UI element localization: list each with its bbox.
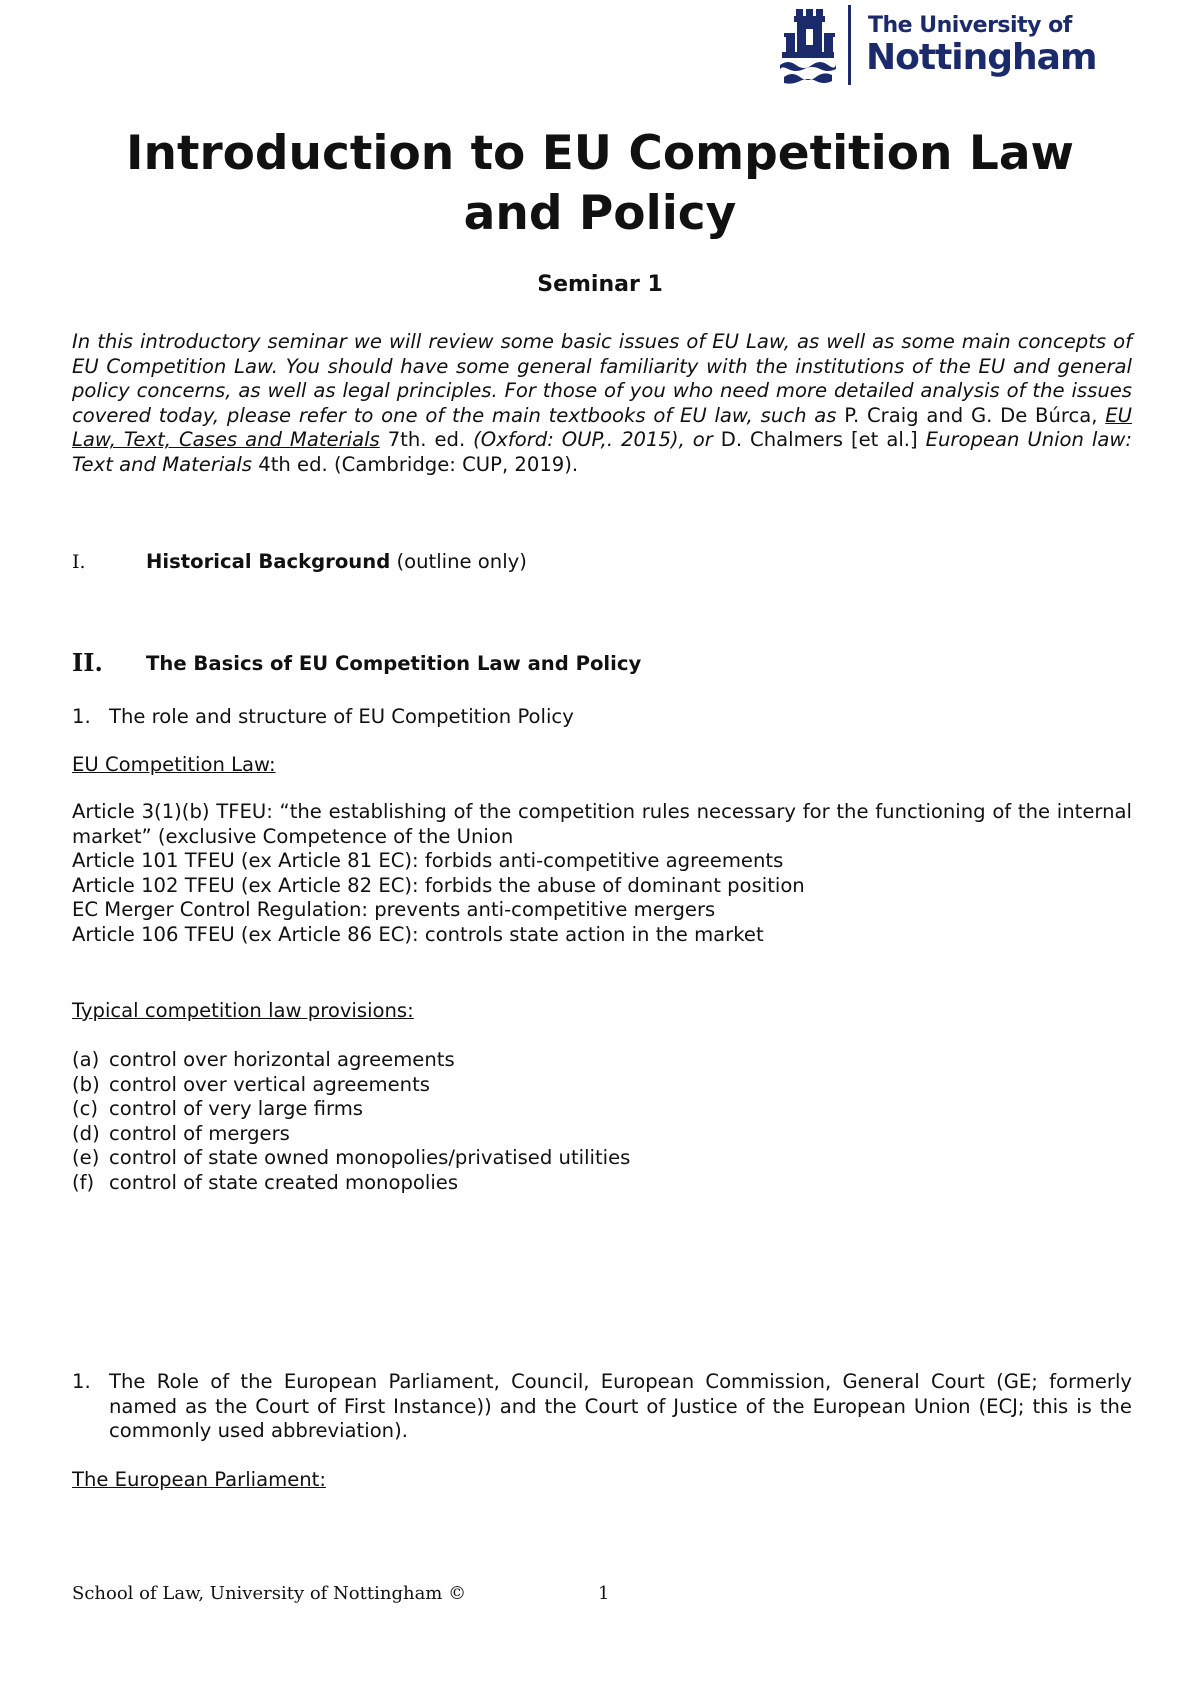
article-line: EC Merger Control Regulation: prevents anti-competitive mergers xyxy=(72,898,716,922)
list-item xyxy=(72,1097,630,1122)
intro-part-2: P. Craig and G. De Búrca, xyxy=(836,403,1106,427)
numbered-item-role-structure xyxy=(72,705,1132,730)
intro-part-1: In this introductory seminar we will review some basic issues of EU Law, as well as some main concepts of EU Competition Law. You should have some general familiarity with the institutions of the EU and general policy concerns, as well as legal principles. For those of you who need more detailed analysis of the issues covered today, please refer to one of the main textbooks of EU law, such as xyxy=(72,330,1132,427)
logo-line-1: The University of xyxy=(868,13,1072,38)
list-item xyxy=(72,1171,630,1196)
list-item-label: (c) xyxy=(72,1097,99,1121)
eu-competition-law-heading: EU Competition Law: xyxy=(72,753,276,776)
section-1-title-wrap xyxy=(146,550,527,573)
seminar-subtitle: Seminar 1 xyxy=(537,272,663,297)
list-item-text: control of state created monopolies xyxy=(109,1170,459,1194)
list-item-text: control over horizontal agreements xyxy=(109,1048,455,1071)
list-item xyxy=(72,1146,630,1171)
item-number: 1. xyxy=(72,1370,91,1393)
list-item-text: control of mergers xyxy=(109,1121,290,1145)
european-parliament-heading: The European Parliament: xyxy=(72,1468,326,1491)
list-item xyxy=(72,1073,630,1098)
list-item-label: (f) xyxy=(72,1170,95,1194)
intro-part-5: D. Chalmers [et al.] xyxy=(712,428,926,452)
provisions-list xyxy=(72,1048,630,1196)
list-item-label: (b) xyxy=(72,1072,100,1096)
article-line: Article 106 TFEU (ex Article 86 EC): controls state action in the market xyxy=(72,922,764,946)
item-number: 1. xyxy=(72,705,91,728)
logo-line-2: Nottingham xyxy=(866,37,1097,78)
intro-book-2: European Union law: Text and Materials xyxy=(72,428,1133,476)
article-line: Article 102 TFEU (ex Article 82 EC): forbids the abuse of dominant position xyxy=(72,873,805,897)
article-line: Article 3(1)(b) TFEU: “the establishing of the competition rules necessary for the functioning of the internal market” (exclusive Competence of the Union xyxy=(72,800,1132,848)
section-2-title: The Basics of EU Competition Law and Policy xyxy=(146,652,642,675)
intro-part-4: (Oxford: OUP,. 2015), or xyxy=(473,428,713,452)
section-1-numeral: I. xyxy=(72,551,86,573)
numbered-item-institutions xyxy=(72,1370,1132,1444)
document-title xyxy=(60,124,1140,244)
list-item-text: control of very large firms xyxy=(109,1097,364,1121)
intro-part-6: 4th ed. (Cambridge: CUP, 2019). xyxy=(252,452,579,476)
list-item-label: (d) xyxy=(72,1121,100,1145)
intro-book-1: EU Law, Text, Cases and Materials xyxy=(72,403,1132,452)
item-text: The Role of the European Parliament, Council, European Commission, General Court (GE; formerly named as the Court of First Instance)) and the Court of Justice of the European Union (ECJ; this is the commonly used abbreviation). xyxy=(109,1370,1132,1443)
list-item-label: (e) xyxy=(72,1146,100,1170)
typical-provisions-heading: Typical competition law provisions: xyxy=(72,999,414,1022)
title-line-1: Introduction to EU Competition Law xyxy=(126,126,1074,181)
intro-paragraph xyxy=(72,330,1132,478)
logo-divider xyxy=(848,5,851,85)
title-line-2: and Policy xyxy=(463,186,737,241)
list-item-text: control over vertical agreements xyxy=(109,1072,430,1096)
list-item xyxy=(72,1122,630,1147)
castle-crest-icon xyxy=(778,7,836,85)
university-logo xyxy=(778,5,1097,85)
article-line: Article 101 TFEU (ex Article 81 EC): forbids anti-competitive agreements xyxy=(72,849,784,873)
list-item-label: (a) xyxy=(72,1048,100,1071)
item-text: The role and structure of EU Competition Policy xyxy=(109,705,574,728)
list-item xyxy=(72,1048,630,1073)
section-2-numeral: II. xyxy=(72,648,103,677)
intro-part-3: 7th. ed. xyxy=(379,428,474,452)
list-item-text: control of state owned monopolies/privatised utilities xyxy=(109,1146,631,1170)
footer-copyright: School of Law, University of Nottingham © xyxy=(72,1583,467,1604)
section-1-heading xyxy=(72,550,527,573)
section-1-note: (outline only) xyxy=(390,550,527,573)
articles-list xyxy=(72,800,1132,948)
page-number: 1 xyxy=(598,1583,610,1604)
section-1-title: Historical Background xyxy=(146,550,391,573)
